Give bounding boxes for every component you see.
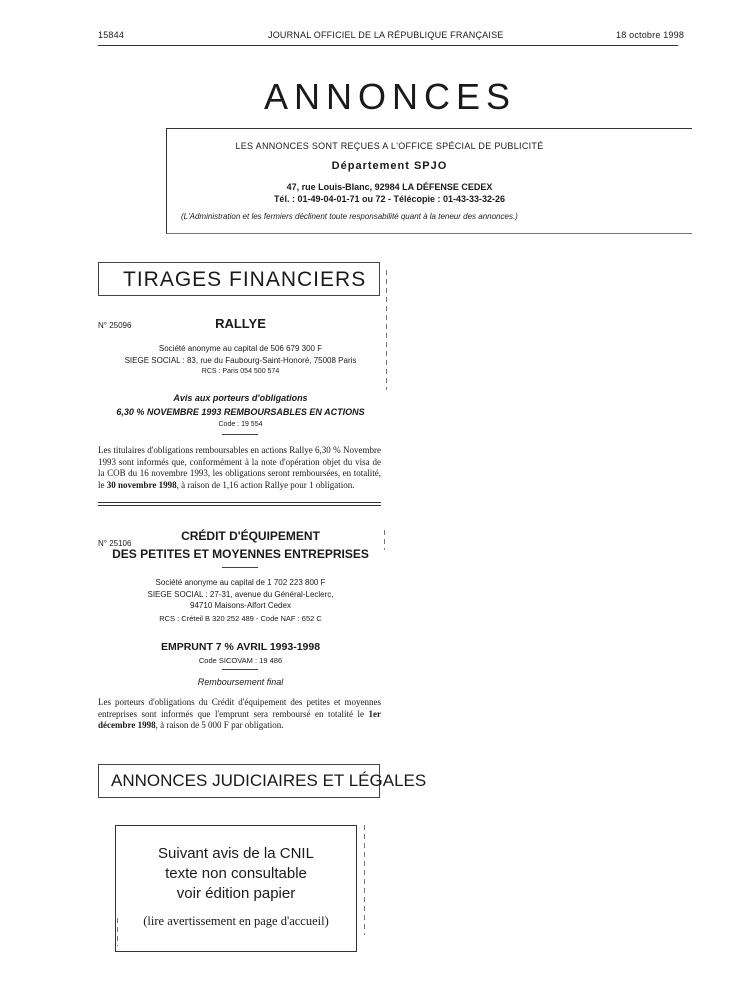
company-seat: SIEGE SOCIAL : 83, rue du Faubourg-Saint-Honoré, 75008 Paris [124, 356, 357, 365]
office-intro: LES ANNONCES SONT REÇUES A L'OFFICE SPÉCIAL DE PUBLICITÉ [235, 141, 544, 151]
loan-title: EMPRUNT 7 % AVRIL 1993-1998 [160, 641, 321, 653]
page-title: ANNONCES [263, 76, 517, 117]
notice-number: N° 25106 [98, 539, 132, 548]
company-seat: SIEGE SOCIAL : 27-31, avenue du Général-Leclerc, [147, 590, 334, 599]
office-address: 47, rue Louis-Blanc, 92984 LA DÉFENSE CEDEX [286, 182, 493, 192]
office-phones: Tél. : 01-49-04-01-71 ou 72 - Télécopie : 01-43-33-32-26 [273, 194, 506, 204]
notice-separator [98, 502, 381, 503]
column-mark [117, 918, 118, 946]
section-annonces-judiciaires [98, 764, 427, 798]
bond-code: Code : 19 554 [218, 421, 263, 428]
cnil-warning-note: (lire avertissement en page d'accueil) [143, 914, 329, 928]
section-title: ANNONCES JUDICIAIRES ET LÉGALES [111, 771, 427, 790]
cnil-line-3: voir édition papier [176, 885, 296, 902]
cnil-notice-box [115, 825, 357, 952]
company-capital: Société anonyme au capital de 1 702 223 800 F [155, 578, 326, 587]
company-name-line1: CRÉDIT D'ÉQUIPEMENT [181, 529, 320, 543]
company-name-line2: DES PETITES ET MOYENNES ENTREPRISES [112, 547, 369, 561]
issue-date: 18 octobre 1998 [616, 30, 685, 40]
page-number: 15844 [98, 30, 125, 40]
company-rcs: RCS : Créteil B 320 252 489 - Code NAF : 652 C [159, 614, 322, 623]
office-box [166, 128, 692, 234]
journal-name: JOURNAL OFFICIEL DE LA RÉPUBLIQUE FRANÇAISE [268, 30, 504, 40]
notice-number: N° 25096 [98, 321, 132, 330]
header-rule [98, 45, 678, 46]
company-seat-city: 94710 Maisons-Alfort Cedex [190, 601, 291, 610]
column-mark [384, 530, 385, 550]
cnil-line-2: texte non consultable [165, 865, 307, 882]
notice-body: Les titulaires d'obligations remboursables en actions Rallye 6,30 % Novembre 1993 sont informés que, conformément à la note d'opération objet du visa de la COB du 16 novembre 1993, les obligations seront remboursées, en totalité, le 30 novembre 1998, à raison de 1,16 action Rallye pour 1 obligation. [98, 445, 381, 490]
notice-subject: Remboursement final [197, 677, 284, 687]
office-disclaimer: (L'Administration et les fermiers déclinent toute responsabilité quant à la teneur des annonces.) [181, 212, 518, 221]
column-mark [364, 825, 365, 935]
section-title: TIRAGES FINANCIERS [123, 268, 367, 291]
divider [222, 669, 258, 670]
office-department: Département SPJO [331, 160, 448, 172]
notice-separator [98, 505, 381, 506]
notice-subject: Avis aux porteurs d'obligations [173, 393, 308, 403]
divider [222, 567, 258, 568]
divider [222, 434, 258, 435]
cnil-line-1: Suivant avis de la CNIL [158, 845, 314, 862]
company-name: RALLYE [215, 316, 266, 331]
company-rcs: RCS : Paris 054 500 574 [201, 368, 280, 375]
bond-title: 6,30 % NOVEMBRE 1993 REMBOURSABLES EN ACTIONS [116, 407, 365, 417]
notice-body: Les porteurs d'obligations du Crédit d'équipement des petites et moyennes entreprises sont informés que l'emprunt sera remboursé en totalité le 1er décembre 1998, à raison de 5 000 F par obligation. [98, 697, 381, 730]
company-capital: Société anonyme au capital de 506 679 300 F [158, 344, 323, 353]
section-tirages-financiers [98, 262, 380, 296]
column-mark [386, 270, 387, 390]
loan-code: Code SICOVAM : 19 486 [198, 656, 283, 665]
